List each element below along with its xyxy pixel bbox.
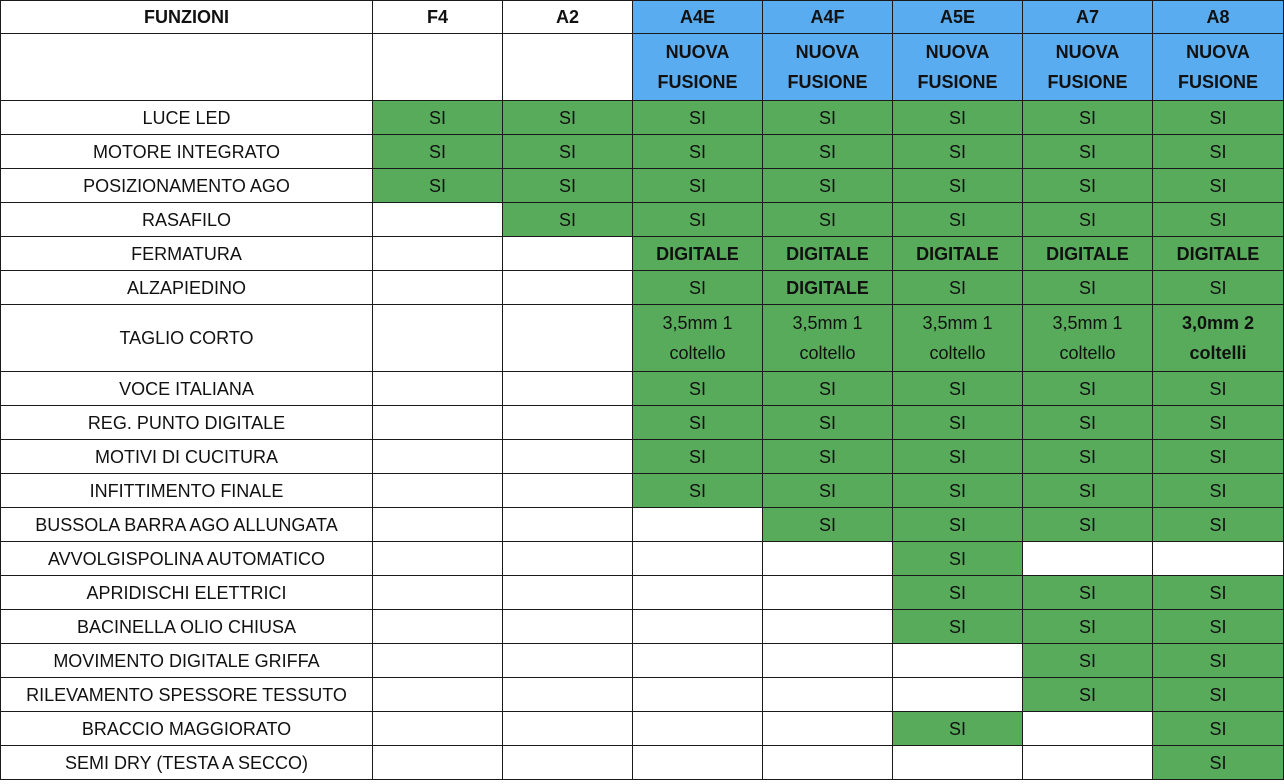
- feature-cell: SI: [893, 372, 1023, 406]
- subheader-cell: NUOVA FUSIONE: [1023, 34, 1153, 101]
- feature-cell: DIGITALE: [763, 271, 893, 305]
- header-a5e: A5E: [893, 1, 1023, 34]
- feature-cell: [763, 746, 893, 780]
- feature-cell: SI: [1023, 678, 1153, 712]
- feature-cell: [373, 644, 503, 678]
- feature-cell: SI: [763, 169, 893, 203]
- feature-cell: SI: [1023, 406, 1153, 440]
- feature-cell: SI: [1023, 644, 1153, 678]
- feature-cell: DIGITALE: [893, 237, 1023, 271]
- subheader-cell: NUOVA FUSIONE: [763, 34, 893, 101]
- feature-cell: SI: [1023, 372, 1153, 406]
- feature-label: RILEVAMENTO SPESSORE TESSUTO: [1, 678, 373, 712]
- feature-cell: [503, 746, 633, 780]
- feature-cell: [503, 237, 633, 271]
- table-body: [1, 101, 1284, 780]
- table-row: [1, 712, 1284, 746]
- feature-cell: [1023, 712, 1153, 746]
- table-row: [1, 474, 1284, 508]
- feature-cell: [373, 372, 503, 406]
- feature-cell: SI: [893, 610, 1023, 644]
- feature-cell: SI: [1023, 440, 1153, 474]
- feature-cell: SI: [1153, 746, 1284, 780]
- feature-cell: SI: [1153, 203, 1284, 237]
- feature-label: AVVOLGISPOLINA AUTOMATICO: [1, 542, 373, 576]
- feature-cell: SI: [893, 712, 1023, 746]
- feature-label: SEMI DRY (TESTA A SECCO): [1, 746, 373, 780]
- feature-cell: SI: [633, 169, 763, 203]
- table-row: [1, 440, 1284, 474]
- feature-cell: SI: [893, 271, 1023, 305]
- subheader-cell: NUOVA FUSIONE: [893, 34, 1023, 101]
- table-row: [1, 678, 1284, 712]
- feature-cell: SI: [633, 271, 763, 305]
- feature-cell: SI: [1153, 440, 1284, 474]
- table-row: [1, 372, 1284, 406]
- feature-cell: SI: [1153, 678, 1284, 712]
- feature-label: MOTIVI DI CUCITURA: [1, 440, 373, 474]
- feature-cell: [373, 406, 503, 440]
- table-row: [1, 271, 1284, 305]
- feature-cell: SI: [893, 203, 1023, 237]
- feature-cell: SI: [1023, 169, 1153, 203]
- feature-cell: [763, 610, 893, 644]
- feature-cell: SI: [763, 406, 893, 440]
- header-a4f: A4F: [763, 1, 893, 34]
- feature-cell: [503, 271, 633, 305]
- header-a2: A2: [503, 1, 633, 34]
- feature-cell: DIGITALE: [1023, 237, 1153, 271]
- feature-cell: SI: [1023, 610, 1153, 644]
- feature-cell: SI: [893, 474, 1023, 508]
- feature-cell: SI: [1153, 372, 1284, 406]
- feature-cell: SI: [633, 101, 763, 135]
- feature-cell: SI: [1023, 508, 1153, 542]
- feature-cell: SI: [763, 474, 893, 508]
- feature-label: TAGLIO CORTO: [1, 305, 373, 372]
- feature-cell: SI: [633, 372, 763, 406]
- feature-cell: SI: [503, 135, 633, 169]
- subheader-cell: [373, 34, 503, 101]
- feature-label: MOVIMENTO DIGITALE GRIFFA: [1, 644, 373, 678]
- feature-cell: [633, 644, 763, 678]
- feature-cell: DIGITALE: [1153, 237, 1284, 271]
- feature-cell: SI: [763, 135, 893, 169]
- feature-cell: SI: [893, 406, 1023, 440]
- feature-cell: SI: [1153, 576, 1284, 610]
- feature-cell: [373, 712, 503, 746]
- feature-cell: [373, 542, 503, 576]
- feature-cell: SI: [893, 135, 1023, 169]
- table-row: [1, 237, 1284, 271]
- feature-cell: [503, 644, 633, 678]
- feature-label: BUSSOLA BARRA AGO ALLUNGATA: [1, 508, 373, 542]
- table-row: [1, 169, 1284, 203]
- feature-cell: [633, 576, 763, 610]
- feature-cell: SI: [503, 203, 633, 237]
- feature-cell: [503, 406, 633, 440]
- feature-cell: SI: [763, 101, 893, 135]
- feature-label: REG. PUNTO DIGITALE: [1, 406, 373, 440]
- feature-cell: 3,5mm 1 coltello: [1023, 305, 1153, 372]
- table-row: [1, 305, 1284, 372]
- feature-cell: [633, 746, 763, 780]
- table-row: [1, 644, 1284, 678]
- feature-cell: [633, 610, 763, 644]
- feature-cell: 3,5mm 1 coltello: [633, 305, 763, 372]
- header-funzioni: FUNZIONI: [1, 1, 373, 34]
- feature-label: MOTORE INTEGRATO: [1, 135, 373, 169]
- feature-cell: SI: [503, 101, 633, 135]
- feature-cell: SI: [893, 169, 1023, 203]
- feature-cell: SI: [1023, 474, 1153, 508]
- feature-cell: SI: [633, 406, 763, 440]
- table-row: [1, 101, 1284, 135]
- feature-cell: SI: [1153, 712, 1284, 746]
- table-row: [1, 203, 1284, 237]
- feature-label: INFITTIMENTO FINALE: [1, 474, 373, 508]
- feature-label: BACINELLA OLIO CHIUSA: [1, 610, 373, 644]
- feature-cell: [503, 576, 633, 610]
- feature-cell: SI: [1153, 474, 1284, 508]
- feature-cell: [503, 678, 633, 712]
- header-a7: A7: [1023, 1, 1153, 34]
- feature-cell: [633, 678, 763, 712]
- table-row: [1, 508, 1284, 542]
- feature-cell: [503, 440, 633, 474]
- feature-cell: SI: [1153, 101, 1284, 135]
- feature-cell: [1023, 542, 1153, 576]
- table-row: [1, 135, 1284, 169]
- feature-cell: [1153, 542, 1284, 576]
- subheader-cell: NUOVA FUSIONE: [1153, 34, 1284, 101]
- feature-cell: [373, 474, 503, 508]
- feature-cell: [373, 203, 503, 237]
- feature-cell: [893, 746, 1023, 780]
- feature-label: POSIZIONAMENTO AGO: [1, 169, 373, 203]
- feature-cell: SI: [1153, 610, 1284, 644]
- feature-cell: SI: [373, 101, 503, 135]
- feature-cell: [893, 678, 1023, 712]
- feature-cell: SI: [893, 576, 1023, 610]
- feature-cell: SI: [763, 508, 893, 542]
- feature-cell: 3,5mm 1 coltello: [893, 305, 1023, 372]
- feature-cell: SI: [763, 440, 893, 474]
- feature-cell: [503, 372, 633, 406]
- feature-label: RASAFILO: [1, 203, 373, 237]
- feature-cell: SI: [503, 169, 633, 203]
- feature-cell: SI: [1153, 135, 1284, 169]
- feature-cell: DIGITALE: [763, 237, 893, 271]
- feature-cell: [893, 644, 1023, 678]
- header-f4: F4: [373, 1, 503, 34]
- feature-cell: [373, 678, 503, 712]
- feature-cell: SI: [373, 135, 503, 169]
- table-row: [1, 576, 1284, 610]
- feature-label: BRACCIO MAGGIORATO: [1, 712, 373, 746]
- feature-cell: [373, 237, 503, 271]
- feature-cell: SI: [763, 203, 893, 237]
- feature-cell: [503, 474, 633, 508]
- subheader-row: [1, 34, 1284, 101]
- feature-cell: [503, 542, 633, 576]
- feature-cell: [503, 508, 633, 542]
- subheader-cell: NUOVA FUSIONE: [633, 34, 763, 101]
- feature-cell: [373, 440, 503, 474]
- header-a8: A8: [1153, 1, 1284, 34]
- feature-cell: SI: [763, 372, 893, 406]
- feature-cell: [763, 644, 893, 678]
- feature-label: VOCE ITALIANA: [1, 372, 373, 406]
- feature-cell: SI: [633, 440, 763, 474]
- feature-cell: SI: [633, 203, 763, 237]
- feature-cell: SI: [1023, 203, 1153, 237]
- feature-cell: SI: [893, 542, 1023, 576]
- feature-cell: [763, 542, 893, 576]
- feature-cell: SI: [893, 508, 1023, 542]
- feature-cell: SI: [633, 474, 763, 508]
- feature-cell: [373, 271, 503, 305]
- feature-cell: SI: [1023, 271, 1153, 305]
- feature-cell: [373, 508, 503, 542]
- feature-cell: SI: [633, 135, 763, 169]
- feature-cell: SI: [373, 169, 503, 203]
- feature-cell: SI: [893, 440, 1023, 474]
- feature-cell: SI: [1153, 169, 1284, 203]
- feature-label: ALZAPIEDINO: [1, 271, 373, 305]
- feature-label: LUCE LED: [1, 101, 373, 135]
- table-row: [1, 406, 1284, 440]
- feature-cell: [373, 746, 503, 780]
- feature-cell: [633, 712, 763, 746]
- subheader-cell: [1, 34, 373, 101]
- feature-cell: [763, 576, 893, 610]
- feature-cell: SI: [1153, 508, 1284, 542]
- table-row: [1, 610, 1284, 644]
- feature-cell: DIGITALE: [633, 237, 763, 271]
- feature-cell: 3,0mm 2 coltelli: [1153, 305, 1284, 372]
- subheader-cell: [503, 34, 633, 101]
- header-row: [1, 1, 1284, 34]
- feature-cell: [503, 610, 633, 644]
- table-row: [1, 746, 1284, 780]
- feature-label: APRIDISCHI ELETTRICI: [1, 576, 373, 610]
- feature-cell: [373, 610, 503, 644]
- feature-cell: SI: [1023, 101, 1153, 135]
- feature-cell: [373, 576, 503, 610]
- feature-cell: SI: [1153, 406, 1284, 440]
- table-row: [1, 542, 1284, 576]
- feature-cell: [763, 712, 893, 746]
- feature-cell: [503, 305, 633, 372]
- feature-cell: SI: [1023, 135, 1153, 169]
- feature-cell: 3,5mm 1 coltello: [763, 305, 893, 372]
- feature-cell: SI: [1153, 644, 1284, 678]
- feature-cell: [633, 542, 763, 576]
- feature-cell: [503, 712, 633, 746]
- feature-cell: [1023, 746, 1153, 780]
- feature-cell: [633, 508, 763, 542]
- header-a4e: A4E: [633, 1, 763, 34]
- feature-cell: [373, 305, 503, 372]
- feature-cell: SI: [893, 101, 1023, 135]
- feature-label: FERMATURA: [1, 237, 373, 271]
- feature-cell: SI: [1023, 576, 1153, 610]
- feature-cell: [763, 678, 893, 712]
- feature-cell: SI: [1153, 271, 1284, 305]
